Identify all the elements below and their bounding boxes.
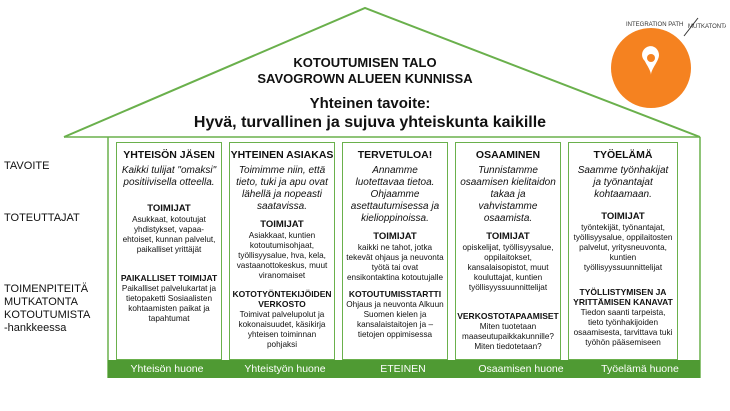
actors-title: TOIMIJAT xyxy=(147,203,191,214)
room-label-tyoelama-huone: Työelämä huone xyxy=(601,363,679,375)
room-label-yhteistyon-huone: Yhteistyön huone xyxy=(244,363,326,375)
actors-text: opiskelijat, työllisyysalue, oppilaitokset, kansalaisopistot, muut kouluttajat, kuntien työllisyyssuunnittelijat xyxy=(462,243,554,292)
actors-text: Asiakkaat, kuntien kotoutumisohjaat, työllisyysalue, hva, kela, vastaanottokeskus, muut viranomaiset xyxy=(236,231,328,280)
measure-title: PAIKALLISET TOIMIJAT xyxy=(120,273,218,283)
actors-text: työntekijät, työnantajat, työllisyysalue, oppilaitosten palvelut, yritysneuvonta, kuntien työllisyyssuunnittelijat xyxy=(573,223,673,272)
column-yhteinen-asiakas xyxy=(229,142,335,360)
measure-text: Toimivat palvelupolut ja kokonaisuudet, käsikirja yhteisen toiminnan pohjaksi xyxy=(238,310,326,349)
measure-title: KOTOUTUMISSTARTTI xyxy=(348,289,442,299)
column-motto: Saamme työnhakijat ja työnantajat kohtaamaan. xyxy=(577,165,669,200)
row-label-tavoite: TAVOITE xyxy=(4,160,50,172)
column-header: TYÖELÄMÄ xyxy=(593,149,653,161)
integration-path-logo xyxy=(596,8,726,133)
column-tervetuloa xyxy=(342,142,448,360)
title-line-2: SAVOGROWN ALUEEN KUNNISSA xyxy=(257,71,473,86)
row-label-toimenpiteet-3: KOTOUTUMISTA xyxy=(4,309,91,321)
actors-title: TOIMIJAT xyxy=(486,231,530,242)
column-osaaminen xyxy=(455,142,561,360)
room-label-osaamisen-huone: Osaamisen huone xyxy=(478,363,564,375)
column-header: OSAAMINEN xyxy=(475,149,541,161)
actors-text: kaikki ne tahot, jotka tekevät ohjaus ja neuvonta työtä tai ovat ensikontaktina kotoutujalle xyxy=(346,243,444,282)
measure-text: Tiedon saanti tarpeista, tieto työnhakijoiden osaamisesta, tarvittava tuki työhön pääsemiseen xyxy=(573,308,673,347)
row-label-toimenpiteet-2: MUTKATONTA xyxy=(4,296,78,308)
column-yhteison-jasen xyxy=(116,142,222,360)
measure-title: TYÖLLISTYMISEN JA YRITTÄMISEN KANAVAT xyxy=(573,287,673,307)
column-tyoelama xyxy=(568,142,678,360)
goal-line-2: Hyvä, turvallinen ja sujuva yhteiskunta kaikille xyxy=(193,114,547,131)
column-header: TERVETULOA! xyxy=(357,149,433,161)
column-motto: Toimimme niin, että tieto, tuki ja apu ovat lähellä ja nopeasti saatavissa. xyxy=(236,165,328,212)
room-label-eteinen: ETEINEN xyxy=(380,363,426,375)
actors-title: TOIMIJAT xyxy=(373,231,417,242)
column-header: YHTEINEN ASIAKAS xyxy=(230,149,334,161)
row-label-toteuttajat: TOTEUTTAJAT xyxy=(4,212,80,224)
row-label-toimenpiteet-1: TOIMENPITEITÄ xyxy=(4,283,89,295)
measure-text: Ohjaus ja neuvonta Alkuun Suomen kielen ja kansalaistaitojen ja – tietojen oppimisessa xyxy=(346,300,444,339)
actors-title: TOIMIJAT xyxy=(260,219,304,230)
svg-text:INTEGRATION PATH: INTEGRATION PATH xyxy=(626,22,684,28)
measure-text: Paikalliset palvelukartat ja tietopaketti Sosiaalisten kohtaamisten paikat ja tapahtumat xyxy=(121,284,217,323)
measure-text: Miten tuotetaan maaseutupaikkakunnille? Miten tiedotetaan? xyxy=(462,322,554,351)
svg-text:MUTKATONTA: MUTKATONTA xyxy=(688,24,726,30)
row-label-toimenpiteet-4: -hankkeessa xyxy=(4,322,67,334)
title-line-1: KOTOUTUMISEN TALO xyxy=(293,55,437,70)
actors-title: TOIMIJAT xyxy=(601,211,645,222)
column-motto: Tunnistamme osaamisen kielitaidon takaa ja vahvistamme osaamista. xyxy=(460,165,556,224)
actors-text: Asukkaat, kotoutujat yhdistykset, vapaa-ehtoiset, kunnan palvelut, paikalliset yrittäjät xyxy=(122,215,216,254)
measure-title: VERKOSTOTAPAAMISET xyxy=(457,311,559,321)
column-header: YHTEISÖN JÄSEN xyxy=(123,149,215,161)
room-label-yhteison-huone: Yhteisön huone xyxy=(130,363,204,375)
column-motto: Annamme luotettavaa tietoa. Ohjaamme asettautumisessa ja kielioppinoissa. xyxy=(350,165,440,224)
column-motto: Kaikki tulijat "omaksi" positiivisella otteella. xyxy=(121,165,217,188)
measure-title: KOTOTYÖNTEKIJÖIDEN VERKOSTO xyxy=(232,289,332,309)
goal-line-1: Yhteinen tavoite: xyxy=(309,95,431,112)
